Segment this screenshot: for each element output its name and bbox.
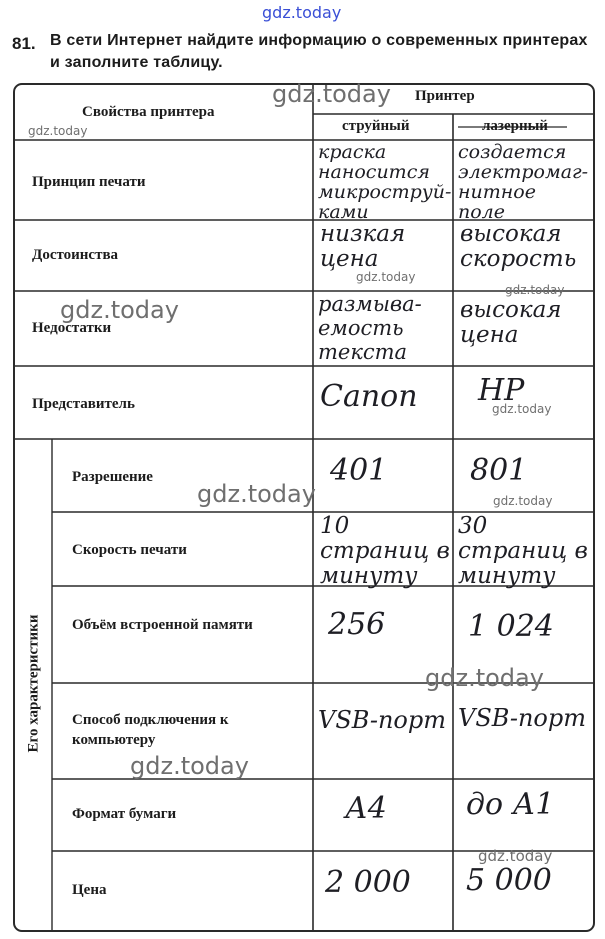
watermark: gdz.today <box>356 270 416 284</box>
row-label-memory: Объём встроенной памяти <box>72 617 253 633</box>
watermark: gdz.today <box>130 752 249 780</box>
cell-laser-resolution: 801 <box>470 453 528 488</box>
watermark: gdz.today <box>493 494 553 508</box>
cell-laser-disadvantages: высокая цена <box>460 297 562 348</box>
watermark: gdz.today <box>197 480 316 508</box>
cell-inkjet-advantages: низкая цена <box>320 221 406 272</box>
watermark: gdz.today <box>28 124 88 138</box>
row-label-advantages: Достоинства <box>32 247 119 263</box>
cell-laser-paper-format: до А1 <box>466 787 555 822</box>
row-label-resolution: Разрешение <box>72 469 153 485</box>
row-label-print-principle: Принцип печати <box>32 174 146 190</box>
cell-inkjet-disadvantages: размыва-емость текста <box>318 292 422 364</box>
question-number: 81. <box>12 34 36 53</box>
watermark: gdz.today <box>272 80 391 108</box>
watermark-top: gdz.today <box>262 3 342 22</box>
group-label: Его характеристики <box>25 614 42 753</box>
cell-inkjet-memory: 256 <box>328 607 386 642</box>
header-printer: Принтер <box>415 88 475 104</box>
row-label-price: Цена <box>72 882 107 898</box>
row-label-representative: Представитель <box>32 396 135 412</box>
cell-inkjet-price: 2 000 <box>325 865 411 900</box>
watermark: gdz.today <box>478 847 553 865</box>
watermark: gdz.today <box>60 296 179 324</box>
cell-inkjet-print-principle: краска наносится микроструй-ками <box>318 141 452 223</box>
watermark: gdz.today <box>505 283 565 297</box>
row-label-connection: Способ подключения к компьютеру <box>72 712 229 748</box>
cell-laser-print-principle: создается электромаг-нитное поле <box>458 141 589 223</box>
cell-inkjet-print-speed: 10 страниц в минуту <box>320 513 450 589</box>
cell-inkjet-representative: Canon <box>320 379 418 414</box>
col-header-inkjet: струйный <box>342 118 410 134</box>
watermark: gdz.today <box>492 402 552 416</box>
cell-inkjet-resolution: 401 <box>330 453 388 488</box>
cell-laser-connection: VSB-порт <box>458 704 586 732</box>
cell-laser-advantages: высокая скорость <box>460 221 577 272</box>
cell-inkjet-paper-format: А4 <box>345 791 387 826</box>
cell-laser-price: 5 000 <box>466 863 552 898</box>
row-label-print-speed: Скорость печати <box>72 542 187 558</box>
row-label-paper-format: Формат бумаги <box>72 806 177 822</box>
question-text: В сети Интернет найдите информацию о современных принтерах и заполните таблицу. <box>50 32 588 71</box>
cell-laser-representative: HP <box>478 373 525 408</box>
cell-laser-print-speed: 30 страниц в минуту <box>458 513 588 589</box>
col-header-laser: лазерный <box>482 118 548 134</box>
cell-laser-memory: 1 024 <box>468 609 554 644</box>
row-label-disadvantages: Недостатки <box>32 320 112 336</box>
cell-inkjet-connection: VSB-порт <box>318 706 446 734</box>
watermark: gdz.today <box>425 664 544 692</box>
header-properties: Свойства принтера <box>82 104 215 120</box>
